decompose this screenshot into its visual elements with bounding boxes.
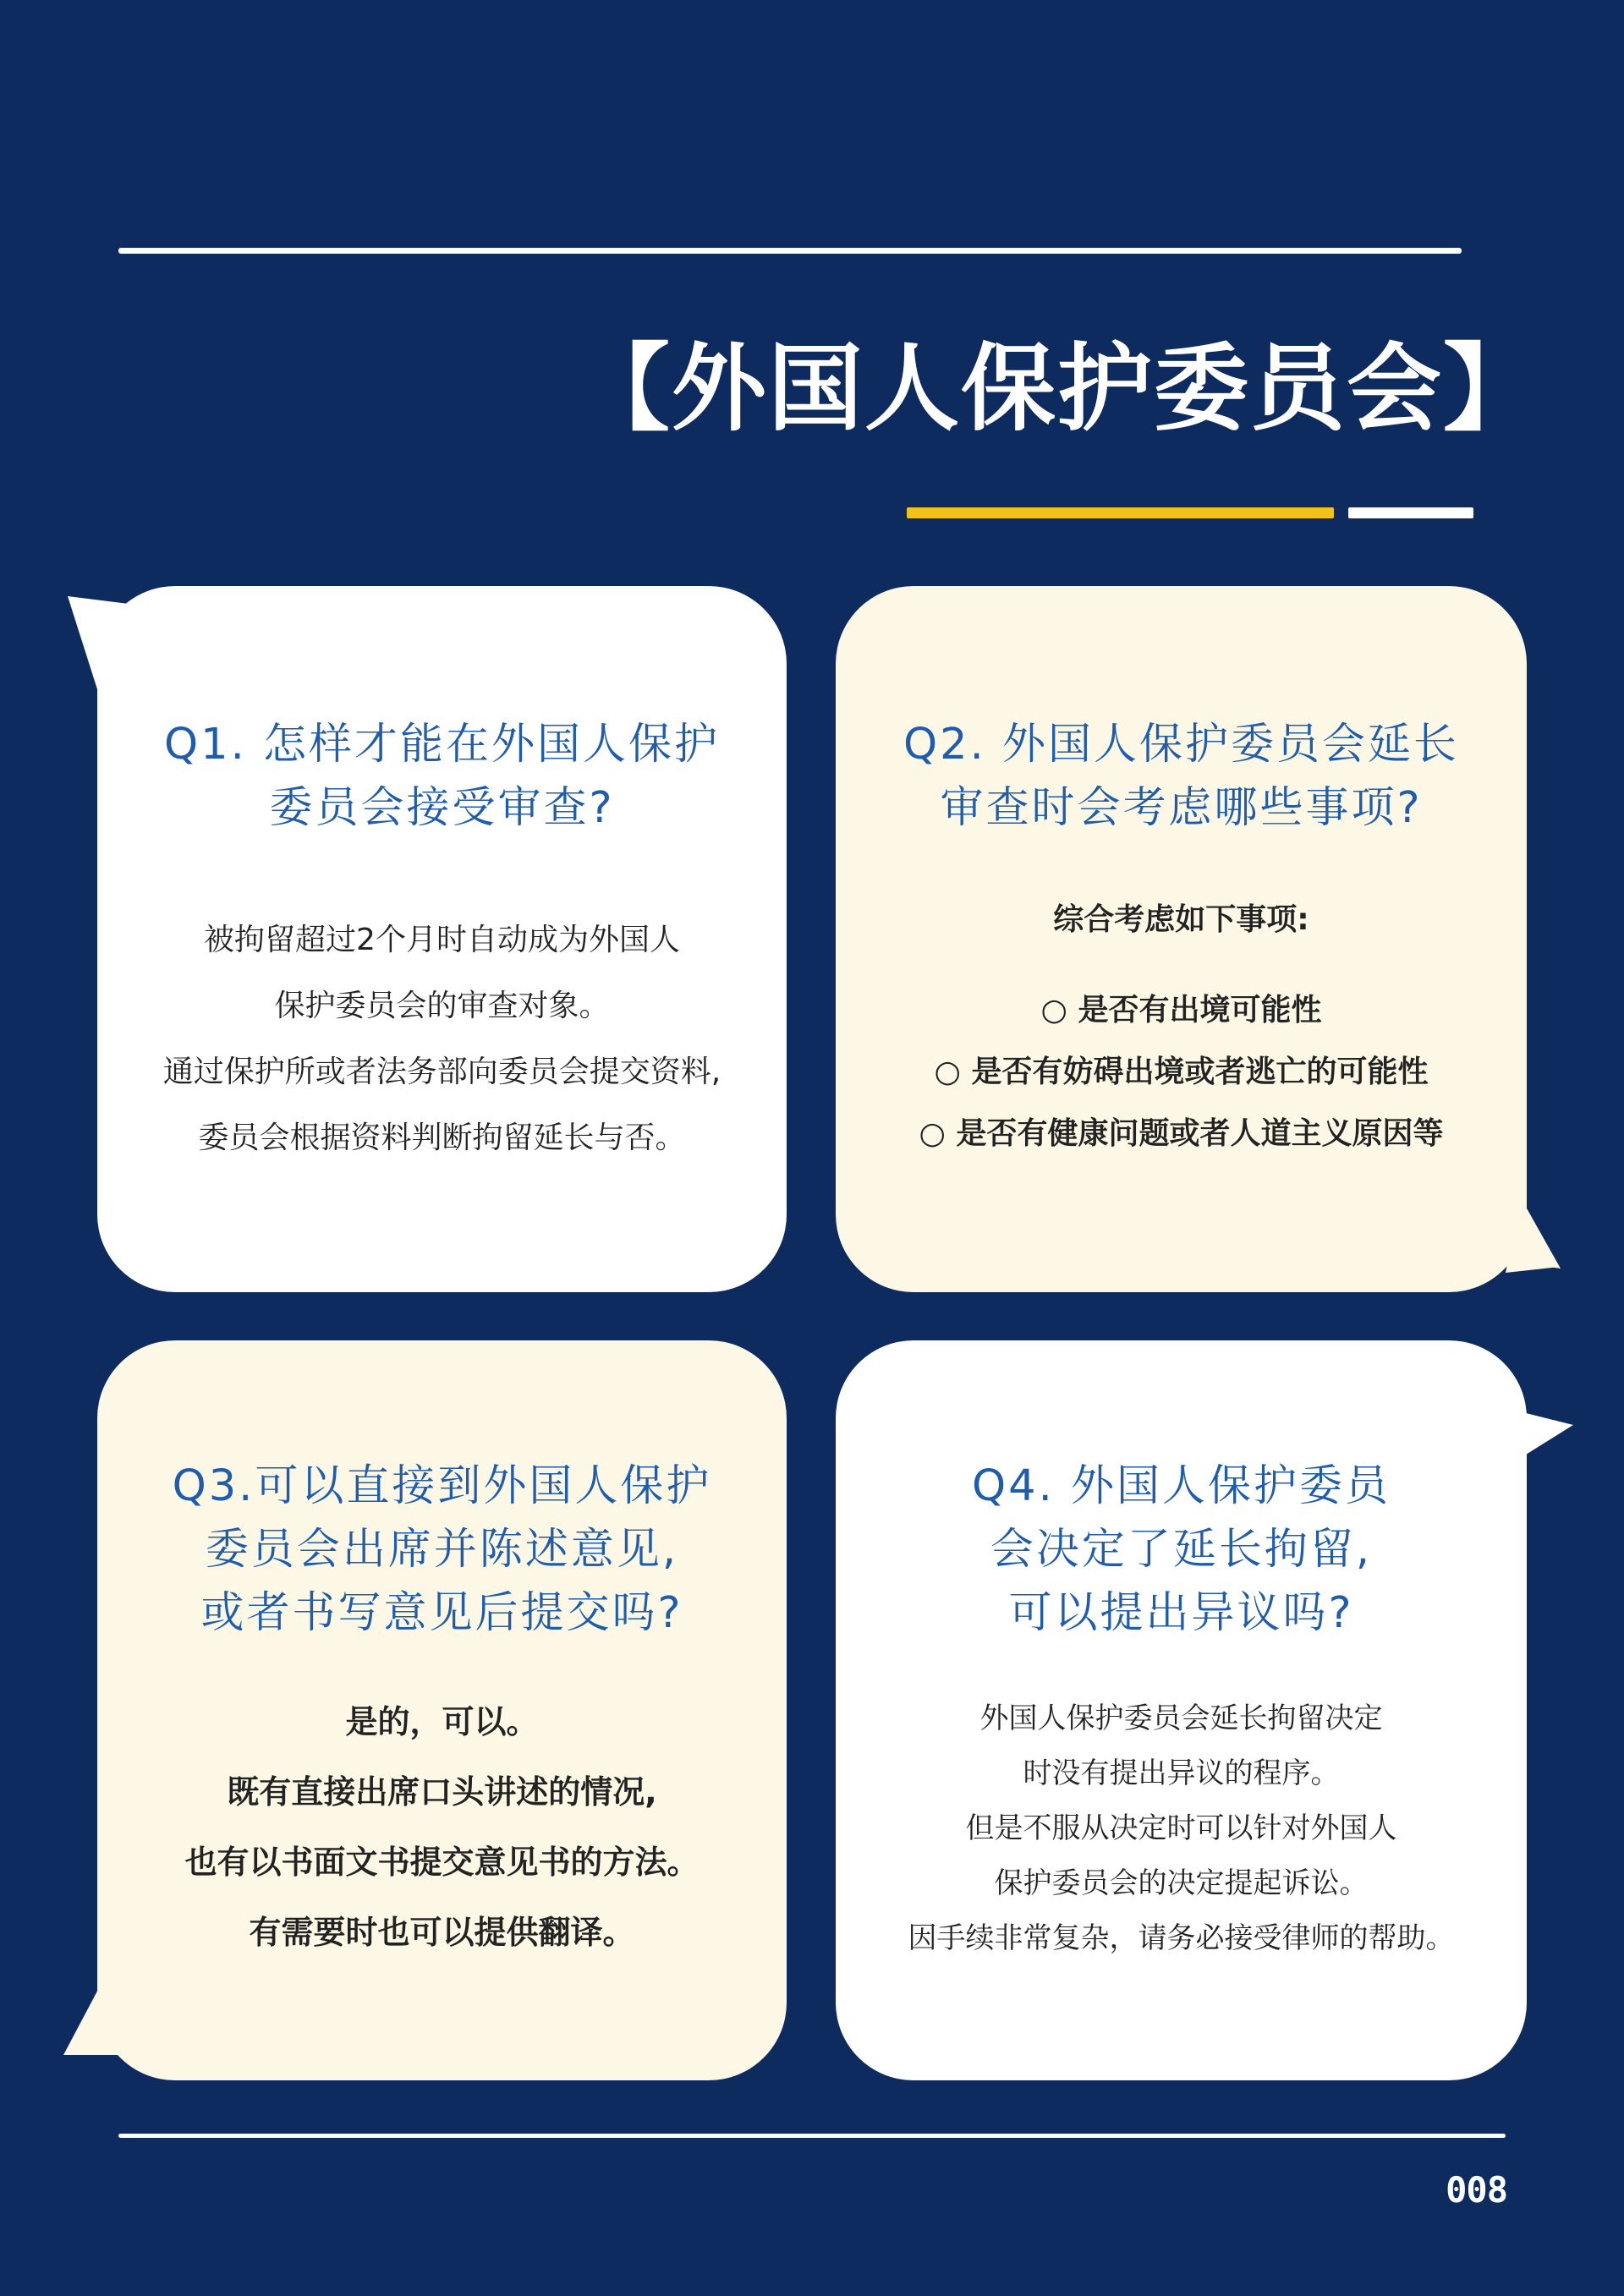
card3-question: [131, 1455, 753, 1645]
card1-answer-line: 被拘留超过2个月时自动成为外国人: [204, 923, 680, 957]
card4-answer-line: 保护委员会的决定提起诉讼。: [994, 1866, 1369, 1900]
bottom-divider: [118, 2134, 1506, 2138]
title-underline-yellow: [907, 507, 1334, 518]
card1-question: [131, 713, 753, 840]
qa-card-3: [97, 1340, 787, 2080]
card3-question-line: 委员会出席并陈述意见,: [205, 1525, 679, 1575]
card1-answer-line: 委员会根据资料判断拘留延长与否。: [198, 1121, 686, 1155]
card3-question-line: Q3.可以直接到外国人保护: [172, 1461, 712, 1511]
card3-answer-line: 是的，可以。: [345, 1703, 539, 1740]
card1-question-line: 委员会接受审查?: [269, 783, 615, 833]
card2-answer: [870, 979, 1493, 1164]
top-divider: [118, 248, 1462, 254]
card2-question-line: 审查时会考虑哪些事项?: [940, 783, 1423, 833]
card4-question-line: 会决定了延长拘留,: [990, 1525, 1373, 1575]
card3-question-line: 或者书写意见后提交吗?: [200, 1588, 683, 1638]
card1-answer-line: 通过保护所或者法务部向委员会提交资料,: [162, 1055, 721, 1089]
card2-answer-item: ○ 是否有健康问题或者人道主义原因等: [919, 1116, 1444, 1151]
qa-card-4: [836, 1340, 1527, 2080]
card4-question-line: Q4. 外国人保护委员: [971, 1461, 1391, 1511]
card1-answer: [131, 907, 753, 1171]
card4-answer-line: 时没有提出异议的程序。: [1023, 1756, 1340, 1790]
qa-card-2: [836, 586, 1527, 1292]
card4-answer: [870, 1691, 1493, 1966]
card4-answer-line: 但是不服从决定时可以针对外国人: [965, 1811, 1397, 1845]
qa-card-1: [97, 586, 787, 1292]
card2-answer-item: ○ 是否有出境可能性: [1040, 993, 1322, 1027]
card3-answer-line: 也有以书面文书提交意见书的方法。: [184, 1844, 700, 1881]
card2-answer-item: ○ 是否有妨碍出境或者逃亡的可能性: [934, 1055, 1429, 1089]
card3-answer: [131, 1687, 753, 1968]
card2-intro: 综合考虑如下事项:: [1053, 902, 1309, 937]
page-title: 【外国人保护委员会】: [575, 334, 1539, 444]
card2-question-line: Q2. 外国人保护委员会延长: [903, 720, 1459, 770]
page-number: 008: [1446, 2169, 1507, 2211]
card4-answer-line: 外国人保护委员会延长拘留决定: [979, 1701, 1383, 1735]
card3-answer-line: 有需要时也可以提供翻译。: [249, 1914, 635, 1951]
card1-question-line: Q1. 怎样才能在外国人保护: [163, 720, 720, 770]
card4-question-line: 可以提出异议吗?: [1008, 1588, 1354, 1638]
card4-answer-line: 因手续非常复杂，请务必接受律师的帮助。: [908, 1921, 1455, 1955]
card1-answer-line: 保护委员会的审查对象。: [274, 989, 610, 1023]
card3-answer-line: 既有直接出席口头讲述的情况,: [227, 1773, 657, 1811]
card2-question: [870, 713, 1493, 840]
title-underline-white: [1348, 507, 1473, 518]
card4-question: [870, 1455, 1493, 1645]
